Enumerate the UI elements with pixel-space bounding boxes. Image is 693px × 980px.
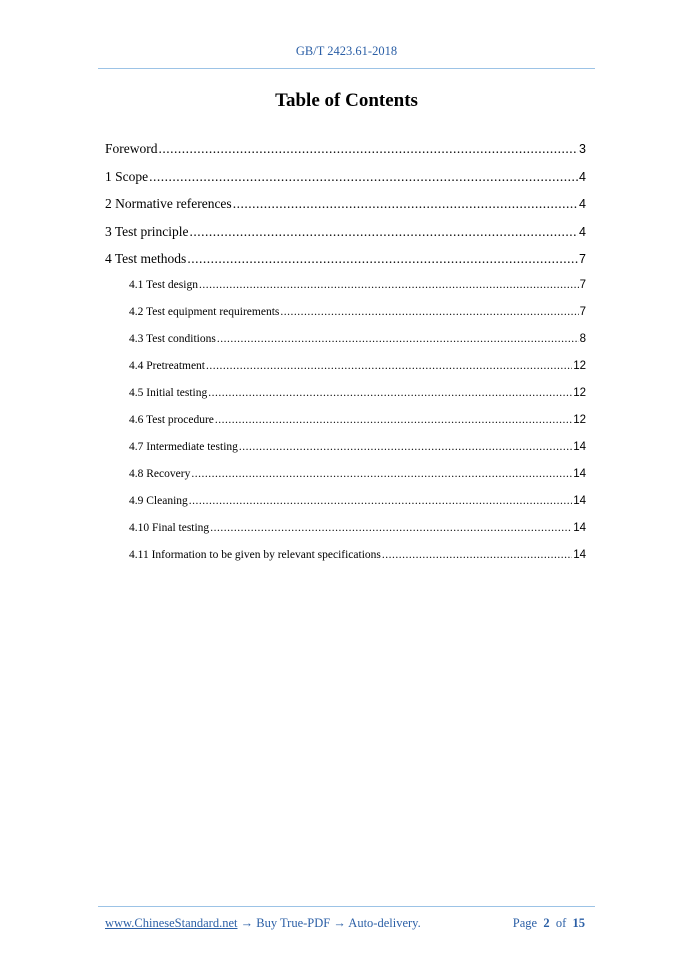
toc-entry-label: 4.3 Test conditions (129, 332, 216, 345)
toc-entry-label: 4.1 Test design (129, 278, 198, 291)
toc-entry-label: 2 Normative references (105, 196, 232, 211)
toc-dot-leader (382, 549, 572, 561)
toc-dot-leader (239, 441, 572, 453)
toc-entry-page: 7 (579, 252, 586, 266)
toc-entry-label: 4.2 Test equipment requirements (129, 305, 280, 318)
toc-entry-page: 14 (573, 440, 586, 453)
toc-subentry-cleaning[interactable] (105, 495, 586, 522)
toc-entry-page: 4 (579, 197, 586, 211)
toc-entry-page: 4 (579, 169, 586, 184)
table-of-contents (105, 141, 586, 576)
toc-subentry-test-conditions[interactable] (105, 333, 586, 360)
toc-entry-label: 4.11 Information to be given by relevant specifications (129, 548, 381, 561)
toc-subentry-final-testing[interactable] (105, 522, 586, 549)
toc-subentry-pretreatment[interactable] (105, 360, 586, 387)
toc-entry-scope[interactable] (105, 169, 586, 197)
toc-entry-label: 1 Scope (105, 168, 149, 184)
toc-dot-leader (208, 387, 572, 399)
toc-subentry-recovery[interactable] (105, 468, 586, 495)
toc-dot-leader (189, 495, 572, 507)
toc-dot-leader (191, 468, 572, 480)
header-divider (98, 68, 595, 69)
toc-dot-leader (149, 169, 578, 185)
site-link[interactable]: www.ChineseStandard.net (105, 916, 238, 930)
toc-entry-label: 4.4 Pretreatment (129, 359, 206, 372)
page-word: Page (512, 916, 538, 930)
footer-tagline: → Buy True-PDF → Auto-delivery. (237, 916, 421, 930)
toc-entry-label: 4.6 Test procedure (129, 413, 214, 426)
toc-entry-label: 4.8 Recovery (129, 467, 191, 480)
toc-dot-leader (215, 414, 572, 426)
toc-subentry-initial-testing[interactable] (105, 387, 586, 414)
toc-entry-normative-references[interactable] (105, 196, 586, 224)
toc-entry-page: 4 (579, 224, 586, 239)
toc-entry-label: 4.7 Intermediate testing (129, 440, 238, 453)
footer-divider (98, 906, 595, 907)
toc-subentry-test-equipment[interactable] (105, 306, 586, 333)
toc-entry-page: 14 (573, 521, 586, 534)
toc-entry-test-principle[interactable] (105, 224, 586, 252)
toc-entry-page: 7 (579, 305, 586, 318)
document-id-header: GB/T 2423.61-2018 (295, 44, 398, 58)
toc-entry-page: 3 (579, 142, 586, 156)
toc-dot-leader (206, 360, 572, 372)
page-footer (105, 916, 585, 931)
toc-entry-label: 4.9 Cleaning (129, 494, 188, 507)
toc-dot-leader (199, 279, 579, 291)
toc-entry-label: 4.5 Initial testing (129, 386, 208, 399)
toc-dot-leader (233, 196, 578, 212)
toc-dot-leader (210, 522, 572, 534)
toc-entry-label: 4 Test methods (105, 251, 187, 266)
toc-dot-leader (190, 224, 579, 240)
toc-entry-page: 12 (573, 359, 586, 372)
toc-entry-label: Foreword (105, 141, 158, 156)
toc-dot-leader (159, 141, 579, 157)
toc-subentry-test-procedure[interactable] (105, 414, 586, 441)
page-number (513, 916, 585, 931)
page-title: Table of Contents (275, 90, 418, 111)
toc-entry-foreword[interactable] (105, 141, 586, 169)
toc-entry-page: 12 (573, 413, 586, 426)
toc-entry-page: 14 (573, 494, 586, 507)
toc-entry-page: 12 (573, 386, 586, 399)
toc-entry-label: 3 Test principle (105, 223, 189, 239)
toc-dot-leader (187, 251, 578, 267)
toc-entry-test-methods[interactable] (105, 251, 586, 279)
toc-entry-label: 4.10 Final testing (129, 521, 210, 534)
toc-subentry-information[interactable] (105, 549, 586, 576)
page-total: 15 (572, 916, 585, 930)
page-of: of (555, 916, 567, 930)
page-current: 2 (543, 916, 550, 930)
footer-promo (105, 916, 421, 931)
toc-subentry-test-design[interactable] (105, 279, 586, 306)
toc-entry-page: 7 (579, 278, 586, 291)
toc-subentry-intermediate-testing[interactable] (105, 441, 586, 468)
toc-dot-leader (217, 333, 579, 345)
toc-entry-page: 14 (573, 548, 586, 561)
toc-dot-leader (280, 306, 578, 318)
toc-entry-page: 14 (573, 467, 586, 480)
toc-entry-page: 8 (579, 332, 586, 345)
